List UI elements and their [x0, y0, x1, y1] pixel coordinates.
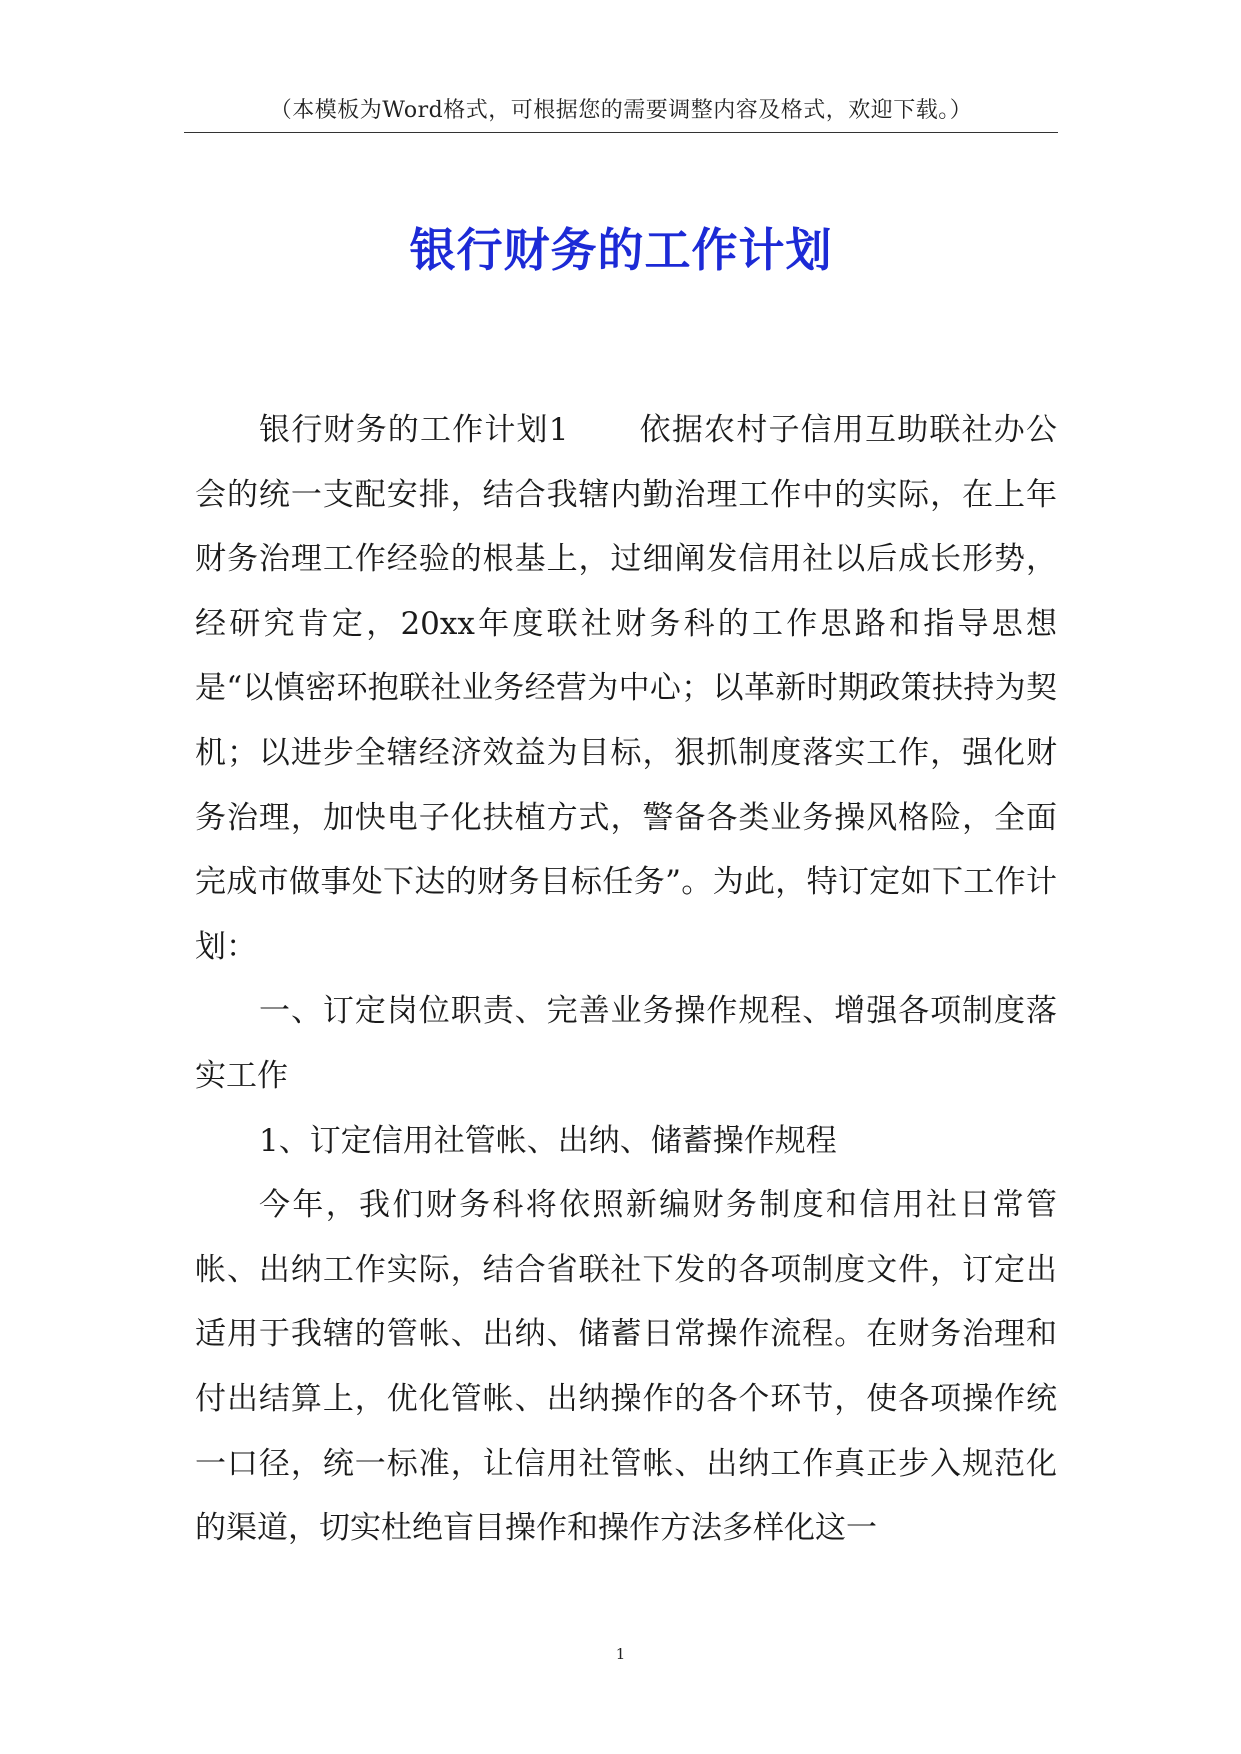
paragraph-subsection-one: 1、订定信用社管帐、出纳、储蓄操作规程 — [259, 1122, 837, 1159]
section-heading: 银行财务的工作计划1 — [259, 412, 569, 448]
header-divider — [184, 132, 1058, 133]
page-number: 1 — [615, 1645, 626, 1663]
paragraph-body: 今年，我们财务科将依照新编财务制度和信用社日常管帐、出纳工作实际，结合省联社下发的各项制度文件，订定出适用于我辖的管帐、出纳、储蓄日常操作流程。在财务治理和付出结算上，优化管帐、出纳操作的各个环节，使各项操作统一口径，统一标准，让信用社管帐、出纳工作真正步入规范化的渠道，切实杜绝盲目操作和操作方法多样化这一 — [195, 1187, 1057, 1547]
document-title: 银行财务的工作计划 — [409, 223, 833, 277]
document-body — [195, 398, 1057, 1561]
paragraph-intro — [195, 398, 1057, 979]
header-note: （本模板为Word格式，可根据您的需要调整内容及格式，欢迎下载。） — [269, 98, 973, 123]
paragraph-text: 依据农村子信用互助联社办公会的统一支配安排，结合我辖内勤治理工作中的实际，在上年财务治理工作经验的根基上，过细阐发信用社以后成长形势，经研究肯定，20xx年度联社财务科的工作思路和指导思想是“以慎密环抱联社业务经营为中心；以革新时期政策扶持为契机；以进步全辖经济效益为目标，狠抓制度落实工作，强化财务治理，加快电子化扶植方式，警备各类业务操风格险，全面完成市做事处下达的财务目标任务”。为此，特订定如下工作计划： — [195, 412, 1057, 965]
paragraph-section-one: 一、订定岗位职责、完善业务操作规程、增强各项制度落实工作 — [195, 993, 1057, 1094]
